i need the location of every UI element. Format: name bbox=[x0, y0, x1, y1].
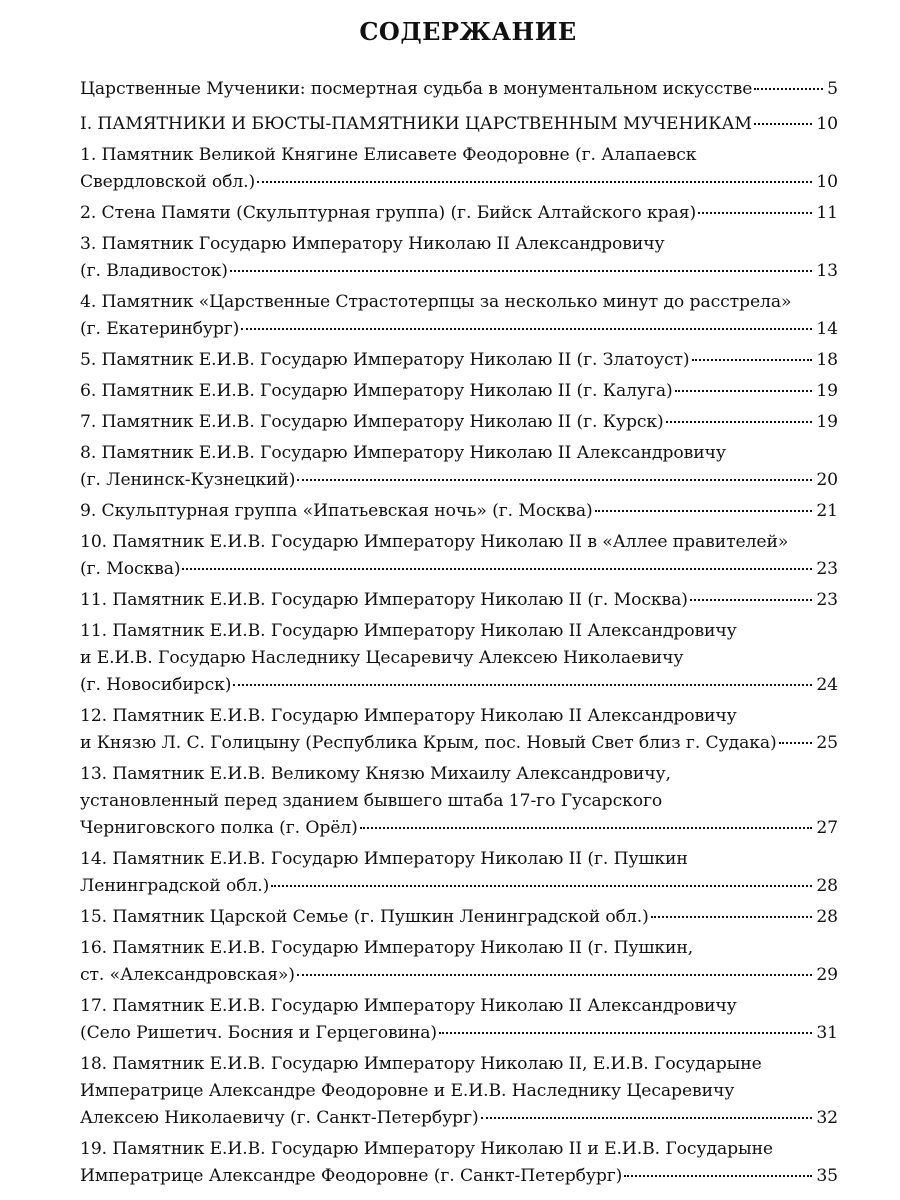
toc-entry-text-line: ст. «Александровская») bbox=[80, 965, 295, 985]
toc-entry[interactable] bbox=[80, 1136, 838, 1190]
toc-entry-text-line: 14. Памятник Е.И.В. Государю Императору Николаю II (г. Пушкин bbox=[80, 849, 688, 869]
dot-leader bbox=[595, 509, 813, 512]
toc-chapter-entry[interactable] bbox=[80, 111, 838, 138]
toc-entry-text-line: Императрице Александре Феодоровне (г. Санкт-Петербург) bbox=[80, 1166, 623, 1186]
toc-page-number: 10 bbox=[816, 114, 838, 134]
toc-entry-text-line: (г. Владивосток) bbox=[80, 261, 228, 281]
dot-leader bbox=[233, 683, 812, 686]
toc-entry[interactable] bbox=[80, 703, 838, 757]
toc-page-number: 18 bbox=[816, 350, 838, 370]
dot-leader bbox=[241, 327, 812, 330]
toc-entry[interactable] bbox=[80, 231, 838, 285]
toc-page-number: 31 bbox=[816, 1023, 838, 1043]
dot-leader bbox=[779, 741, 813, 744]
toc-entry-text-line: Свердловской обл.) bbox=[80, 172, 256, 192]
toc-entry-text-line: 7. Памятник Е.И.В. Государю Императору Николаю II (г. Курск) bbox=[80, 412, 664, 432]
toc-entry[interactable] bbox=[80, 587, 838, 614]
toc-entry[interactable] bbox=[80, 378, 838, 405]
toc-page-number: 13 bbox=[816, 261, 838, 281]
toc-page-number: 23 bbox=[816, 559, 838, 579]
toc-page-number: 20 bbox=[816, 470, 838, 490]
toc-entry-last-line bbox=[80, 730, 838, 757]
toc-entry-last-line bbox=[80, 200, 838, 227]
toc-entry-text-line: 10. Памятник Е.И.В. Государю Императору Николаю II в «Аллее правителей» bbox=[80, 532, 789, 552]
dot-leader bbox=[230, 269, 813, 272]
dot-leader bbox=[690, 598, 812, 601]
dot-leader bbox=[651, 915, 813, 918]
toc-entry[interactable] bbox=[80, 618, 838, 699]
toc-page-number: 25 bbox=[816, 733, 838, 753]
toc-page-number: 29 bbox=[816, 965, 838, 985]
toc-entry[interactable] bbox=[80, 529, 838, 583]
toc-entry-text-line: 18. Памятник Е.И.В. Государю Императору Николаю II, Е.И.В. Государыне bbox=[80, 1054, 762, 1074]
toc-entry-last-line bbox=[80, 672, 838, 699]
toc-entry-text-line: Черниговского полка (г. Орёл) bbox=[80, 818, 358, 838]
toc-entry-last-line bbox=[80, 498, 838, 525]
toc-entry[interactable] bbox=[80, 289, 838, 343]
spacer bbox=[80, 103, 838, 111]
toc-page-number: 28 bbox=[816, 876, 838, 896]
toc-entry-last-line bbox=[80, 258, 838, 285]
toc-entry-text-line: Алексею Николаевичу (г. Санкт-Петербург) bbox=[80, 1108, 479, 1128]
toc-entry-text-line: 16. Памятник Е.И.В. Государю Императору Николаю II (г. Пушкин, bbox=[80, 938, 694, 958]
table-of-contents bbox=[80, 76, 838, 1190]
toc-entry-text-line: Ленинградской обл.) bbox=[80, 876, 270, 896]
dot-leader bbox=[297, 973, 812, 976]
toc-entry-text-line: 11. Памятник Е.И.В. Государю Императору Николаю II Александровичу bbox=[80, 621, 737, 641]
toc-page-number: 35 bbox=[816, 1166, 838, 1186]
toc-entry-text-line: установленный перед зданием бывшего штаба 17-го Гусарского bbox=[80, 791, 663, 811]
toc-page-number: 21 bbox=[816, 501, 838, 521]
toc-page-number: 5 bbox=[827, 79, 838, 99]
toc-entry-last-line bbox=[80, 378, 838, 405]
toc-entry-last-line bbox=[80, 1105, 838, 1132]
toc-entry-text-line: 5. Памятник Е.И.В. Государю Императору Николаю II (г. Златоуст) bbox=[80, 350, 690, 370]
toc-entry[interactable] bbox=[80, 904, 838, 931]
dot-leader bbox=[297, 478, 812, 481]
page-title: СОДЕРЖАНИЕ bbox=[359, 17, 577, 46]
dot-leader bbox=[692, 358, 813, 361]
dot-leader bbox=[624, 1174, 812, 1177]
dot-leader bbox=[754, 87, 823, 90]
toc-entry-text-line: 11. Памятник Е.И.В. Государю Императору Николаю II (г. Москва) bbox=[80, 590, 688, 610]
toc-entry-text-line: Императрице Александре Феодоровне и Е.И.В. Наследнику Цесаревичу bbox=[80, 1081, 735, 1101]
toc-entry[interactable] bbox=[80, 440, 838, 494]
toc-page-number: 10 bbox=[816, 172, 838, 192]
toc-entry-last-line bbox=[80, 111, 838, 138]
toc-entry-last-line bbox=[80, 873, 838, 900]
toc-entry[interactable] bbox=[80, 76, 838, 103]
dot-leader bbox=[481, 1116, 813, 1119]
toc-page-number: 32 bbox=[816, 1108, 838, 1128]
toc-page-number: 11 bbox=[816, 203, 838, 223]
toc-entry-text-line: 1. Памятник Великой Княгине Елисавете Феодоровне (г. Алапаевск bbox=[80, 145, 697, 165]
toc-entry[interactable] bbox=[80, 935, 838, 989]
toc-entry-text-line: Царственные Мученики: посмертная судьба в монументальном искусстве bbox=[80, 79, 753, 99]
dot-leader bbox=[666, 420, 813, 423]
toc-entry[interactable] bbox=[80, 1051, 838, 1132]
toc-entry-text-line: (г. Екатеринбург) bbox=[80, 319, 240, 339]
toc-entry-last-line bbox=[80, 169, 838, 196]
toc-entry-last-line bbox=[80, 316, 838, 343]
dot-leader bbox=[698, 211, 812, 214]
toc-page-number: 14 bbox=[816, 319, 838, 339]
toc-entry[interactable] bbox=[80, 761, 838, 842]
toc-entry[interactable] bbox=[80, 498, 838, 525]
dot-leader bbox=[439, 1031, 812, 1034]
toc-entry-text-line: 2. Стена Памяти (Скульптурная группа) (г. Бийск Алтайского края) bbox=[80, 203, 697, 223]
toc-entry[interactable] bbox=[80, 409, 838, 436]
toc-page-number: 19 bbox=[816, 412, 838, 432]
toc-entry[interactable] bbox=[80, 993, 838, 1047]
toc-entry-text-line: 19. Памятник Е.И.В. Государю Императору Николаю II и Е.И.В. Государыне bbox=[80, 1139, 773, 1159]
toc-entry-last-line bbox=[80, 76, 838, 103]
toc-entry-text-line: (г. Ленинск-Кузнецкий) bbox=[80, 470, 296, 490]
dot-leader bbox=[754, 122, 812, 125]
toc-entry[interactable] bbox=[80, 142, 838, 196]
toc-entry-last-line bbox=[80, 962, 838, 989]
dot-leader bbox=[360, 826, 813, 829]
toc-entry-text-line: 12. Памятник Е.И.В. Государю Императору Николаю II Александровичу bbox=[80, 706, 737, 726]
toc-page-number: 28 bbox=[816, 907, 838, 927]
toc-entry-last-line bbox=[80, 815, 838, 842]
toc-page-number: 27 bbox=[816, 818, 838, 838]
toc-page-number: 23 bbox=[816, 590, 838, 610]
toc-entry-text-line: (Село Ришетич. Босния и Герцеговина) bbox=[80, 1023, 437, 1043]
toc-entry-text-line: I. ПАМЯТНИКИ И БЮСТЫ-ПАМЯТНИКИ ЦАРСТВЕННЫМ МУЧЕНИКАМ bbox=[80, 114, 752, 134]
toc-entry-last-line bbox=[80, 347, 838, 374]
toc-entry-text-line: и Е.И.В. Государю Наследнику Цесаревичу Алексею Николаевичу bbox=[80, 648, 684, 668]
toc-entry-text-line: 6. Памятник Е.И.В. Государю Императору Николаю II (г. Калуга) bbox=[80, 381, 673, 401]
toc-entry-text-line: 15. Памятник Царской Семье (г. Пушкин Ленинградской обл.) bbox=[80, 907, 649, 927]
toc-page-number: 24 bbox=[816, 675, 838, 695]
toc-entry-text-line: 8. Памятник Е.И.В. Государю Императору Николаю II Александровичу bbox=[80, 443, 726, 463]
toc-entry-text-line: 13. Памятник Е.И.В. Великому Князю Михаилу Александровичу, bbox=[80, 764, 671, 784]
toc-entry-text-line: (г. Москва) bbox=[80, 559, 181, 579]
toc-entry-last-line bbox=[80, 1020, 838, 1047]
dot-leader bbox=[182, 567, 812, 570]
toc-entry[interactable] bbox=[80, 200, 838, 227]
toc-entry-text-line: и Князю Л. С. Голицыну (Республика Крым, пос. Новый Свет близ г. Судака) bbox=[80, 733, 777, 753]
dot-leader bbox=[271, 884, 812, 887]
toc-entry-text-line: 4. Памятник «Царственные Страстотерпцы за несколько минут до расстрела» bbox=[80, 292, 792, 312]
dot-leader bbox=[257, 180, 812, 183]
toc-entry-last-line bbox=[80, 904, 838, 931]
toc-page-number: 19 bbox=[816, 381, 838, 401]
toc-entry-text-line: 3. Памятник Государю Императору Николаю II Александровичу bbox=[80, 234, 665, 254]
toc-entry-text-line: 17. Памятник Е.И.В. Государю Императору Николаю II Александровичу bbox=[80, 996, 737, 1016]
dot-leader bbox=[675, 389, 813, 392]
toc-entry-last-line bbox=[80, 467, 838, 494]
toc-entry-last-line bbox=[80, 556, 838, 583]
toc-entry-text-line: 9. Скульптурная группа «Ипатьевская ночь» (г. Москва) bbox=[80, 501, 593, 521]
toc-entry-text-line: (г. Новосибирск) bbox=[80, 675, 232, 695]
toc-entry-last-line bbox=[80, 409, 838, 436]
toc-entry[interactable] bbox=[80, 846, 838, 900]
toc-entry-last-line bbox=[80, 1163, 838, 1190]
toc-entry-last-line bbox=[80, 587, 838, 614]
toc-entry[interactable] bbox=[80, 347, 838, 374]
